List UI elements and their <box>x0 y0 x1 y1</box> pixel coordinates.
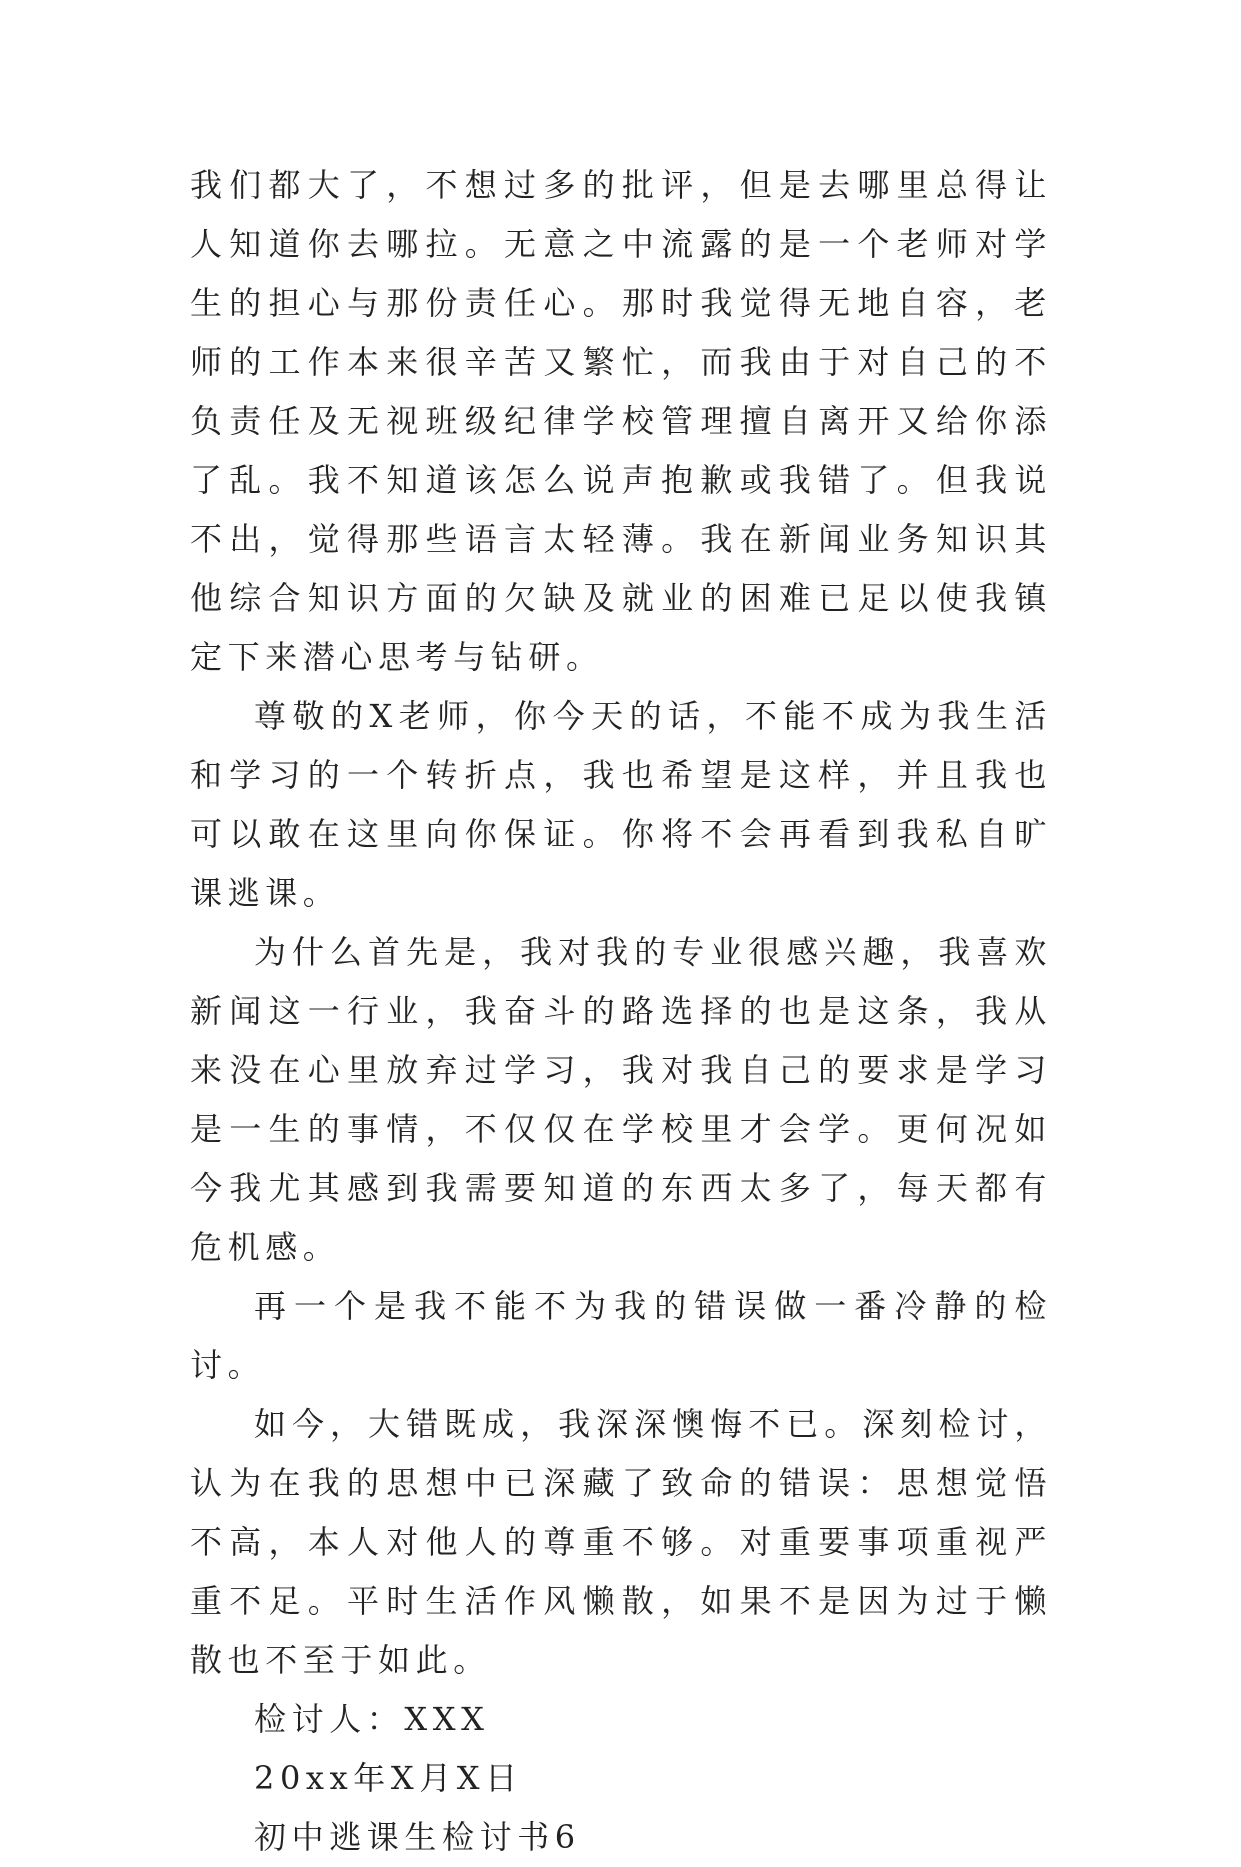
paragraph-reflection-intro: 再一个是我不能不为我的错误做一番冷静的检讨。 <box>190 1287 1052 1384</box>
next-section-title: 初中逃课生检讨书6 <box>254 1818 581 1856</box>
date-line: 20xx年X月X日 <box>254 1759 523 1797</box>
paragraph-continuation: 我们都大了，不想过多的批评，但是去哪里总得让人知道你去哪拉。无意之中流露的是一个老师对学生的担心与那份责任心。那时我觉得无地自容，老师的工作本来很辛苦又繁忙，而我由于对自己的不负责任及无视班级纪律学校管理擅自离开又给你添了乱。我不知道该怎么说声抱歉或我错了。但我说不出，觉得那些语言太轻薄。我在新闻业务知识其他综合知识方面的欠缺及就业的困难已足以使我镇定下来潜心思考与钻研。 <box>190 166 1052 676</box>
document-body <box>190 156 1052 1867</box>
signature-line: 检讨人：XXX <box>254 1700 490 1738</box>
paragraph-teacher-words: 尊敬的X老师，你今天的话，不能不成为我生活和学习的一个转折点，我也希望是这样，并且我也可以敢在这里向你保证。你将不会再看到我私自旷课逃课。 <box>190 697 1052 912</box>
paragraph-reasons: 为什么首先是，我对我的专业很感兴趣，我喜欢新闻这一行业，我奋斗的路选择的也是这条，我从来没在心里放弃过学习，我对我自己的要求是学习是一生的事情，不仅仅在学校里才会学。更何况如今我尤其感到我需要知道的东西太多了，每天都有危机感。 <box>190 933 1052 1266</box>
paragraph-self-criticism: 如今，大错既成，我深深懊悔不已。深刻检讨，认为在我的思想中已深藏了致命的错误：思想觉悟不高，本人对他人的尊重不够。对重要事项重视严重不足。平时生活作风懒散，如果不是因为过于懒散也不至于如此。 <box>190 1405 1052 1679</box>
